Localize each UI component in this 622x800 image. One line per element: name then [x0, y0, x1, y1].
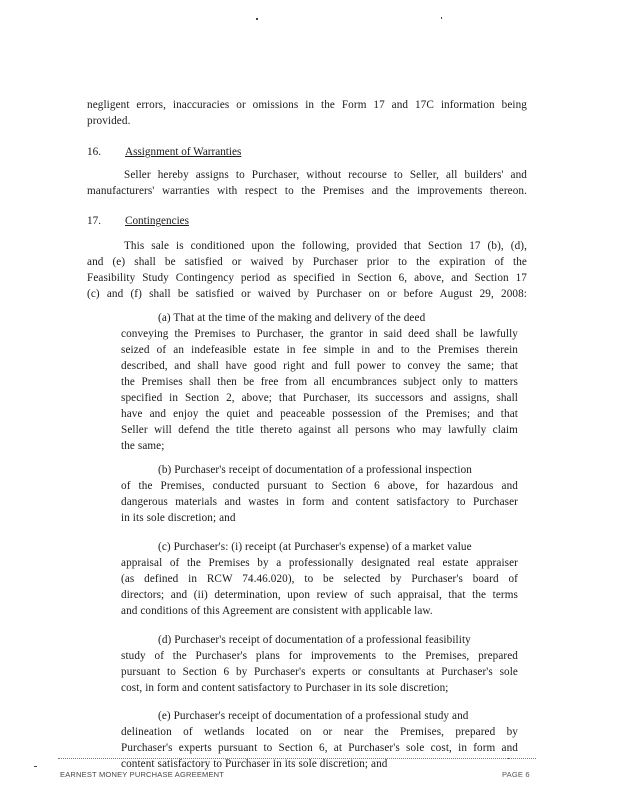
subitem-e-line: content satisfactory to Purchaser in its sole discretion; and	[121, 758, 388, 770]
subitem-a-line: described, and shall have good right and full power to convey the same; that	[121, 360, 518, 372]
section-title: Assignment of Warranties	[125, 146, 242, 158]
footer-page-number: PAGE 6	[502, 770, 530, 779]
subitem-a-line: (a) That at the time of the making and delivery of the deed	[158, 312, 426, 324]
section-number: 17.	[87, 215, 101, 227]
subitem-e-line: delineation of wetlands located on or near the Premises, prepared by	[121, 726, 518, 738]
section-number: 16.	[87, 146, 101, 158]
body-text-line: negligent errors, inaccuracies or omissions in the Form 17 and 17C information being	[87, 99, 527, 111]
subitem-c-line: and conditions of this Agreement are consistent with applicable law.	[121, 605, 433, 617]
body-text-line: (c) and (f) shall be satisfied or waived by Purchaser on or before August 29, 2008:	[87, 288, 527, 300]
scan-speck	[256, 18, 258, 20]
subitem-c-line: (c) Purchaser's: (i) receipt (at Purchaser's expense) of a market value	[158, 541, 472, 553]
body-text-line: manufacturers' warranties with respect to the Premises and the improvements thereon.	[87, 185, 527, 197]
subitem-a-line: have and enjoy the quiet and peaceable possession of the Premises; and that	[121, 408, 518, 420]
body-text-line: This sale is conditioned upon the following, provided that Section 17 (b), (d),	[124, 240, 527, 252]
subitem-c-line: (as defined in RCW 74.46.020), to be selected by Purchaser's board of	[121, 573, 518, 585]
subitem-a-line: the same;	[121, 440, 165, 452]
subitem-c-line: appraisal of the Premises by a professionally designated real estate appraiser	[121, 557, 518, 569]
scan-speck	[441, 17, 442, 19]
subitem-e-line: (e) Purchaser's receipt of documentation of a professional study and	[158, 710, 469, 722]
subitem-a-line: conveying the Premises to Purchaser, the grantor in said deed shall be lawfully	[121, 328, 518, 340]
body-text-line: provided.	[87, 115, 131, 127]
subitem-a-line: specified in Section 2, above; that Purchaser, its successors and assigns, shall	[121, 392, 518, 404]
subitem-d-line: pursuant to Section 6 by Purchaser's experts or consultants at Purchaser's sole	[121, 666, 518, 678]
body-text-line: Feasibility Study Contingency period as specified in Section 6, above, and Section 17	[87, 272, 527, 284]
subitem-b-line: in its sole discretion; and	[121, 512, 236, 524]
subitem-a-line: Seller will defend the title thereto against all persons who may lawfully claim	[121, 424, 518, 436]
subitem-b-line: dangerous materials and wastes in form and content satisfactory to Purchaser	[121, 496, 518, 508]
subitem-d-line: cost, in form and content satisfactory to Purchaser in its sole discretion;	[121, 682, 449, 694]
subitem-a-line: seized of an indefeasible estate in fee simple in and to the Premises therein	[121, 344, 518, 356]
footer-rule	[58, 758, 536, 759]
subitem-d-line: study of the Purchaser's plans for improvements to the Premises, prepared	[121, 650, 518, 662]
section-title: Contingencies	[125, 215, 190, 227]
subitem-c-line: directors; and (ii) determination, upon review of such appraisal, that the terms	[121, 589, 518, 601]
body-text-line: and (e) shall be satisfied or waived by Purchaser prior to the expiration of the	[87, 256, 527, 268]
subitem-b-line: of the Premises, conducted pursuant to Section 6 above, for hazardous and	[121, 480, 518, 492]
scan-speck	[34, 766, 37, 767]
subitem-d-line: (d) Purchaser's receipt of documentation of a professional feasibility	[158, 634, 471, 646]
subitem-b-line: (b) Purchaser's receipt of documentation of a professional inspection	[158, 464, 472, 476]
subitem-e-line: Purchaser's experts pursuant to Section 6, at Purchaser's sole cost, in form and	[121, 742, 518, 754]
subitem-a-line: the Premises shall then be free from all encumbrances subject only to matters	[121, 376, 518, 388]
footer-document-title: EARNEST MONEY PURCHASE AGREEMENT	[60, 770, 225, 779]
body-text-line: Seller hereby assigns to Purchaser, without recourse to Seller, all builders' and	[124, 169, 527, 181]
